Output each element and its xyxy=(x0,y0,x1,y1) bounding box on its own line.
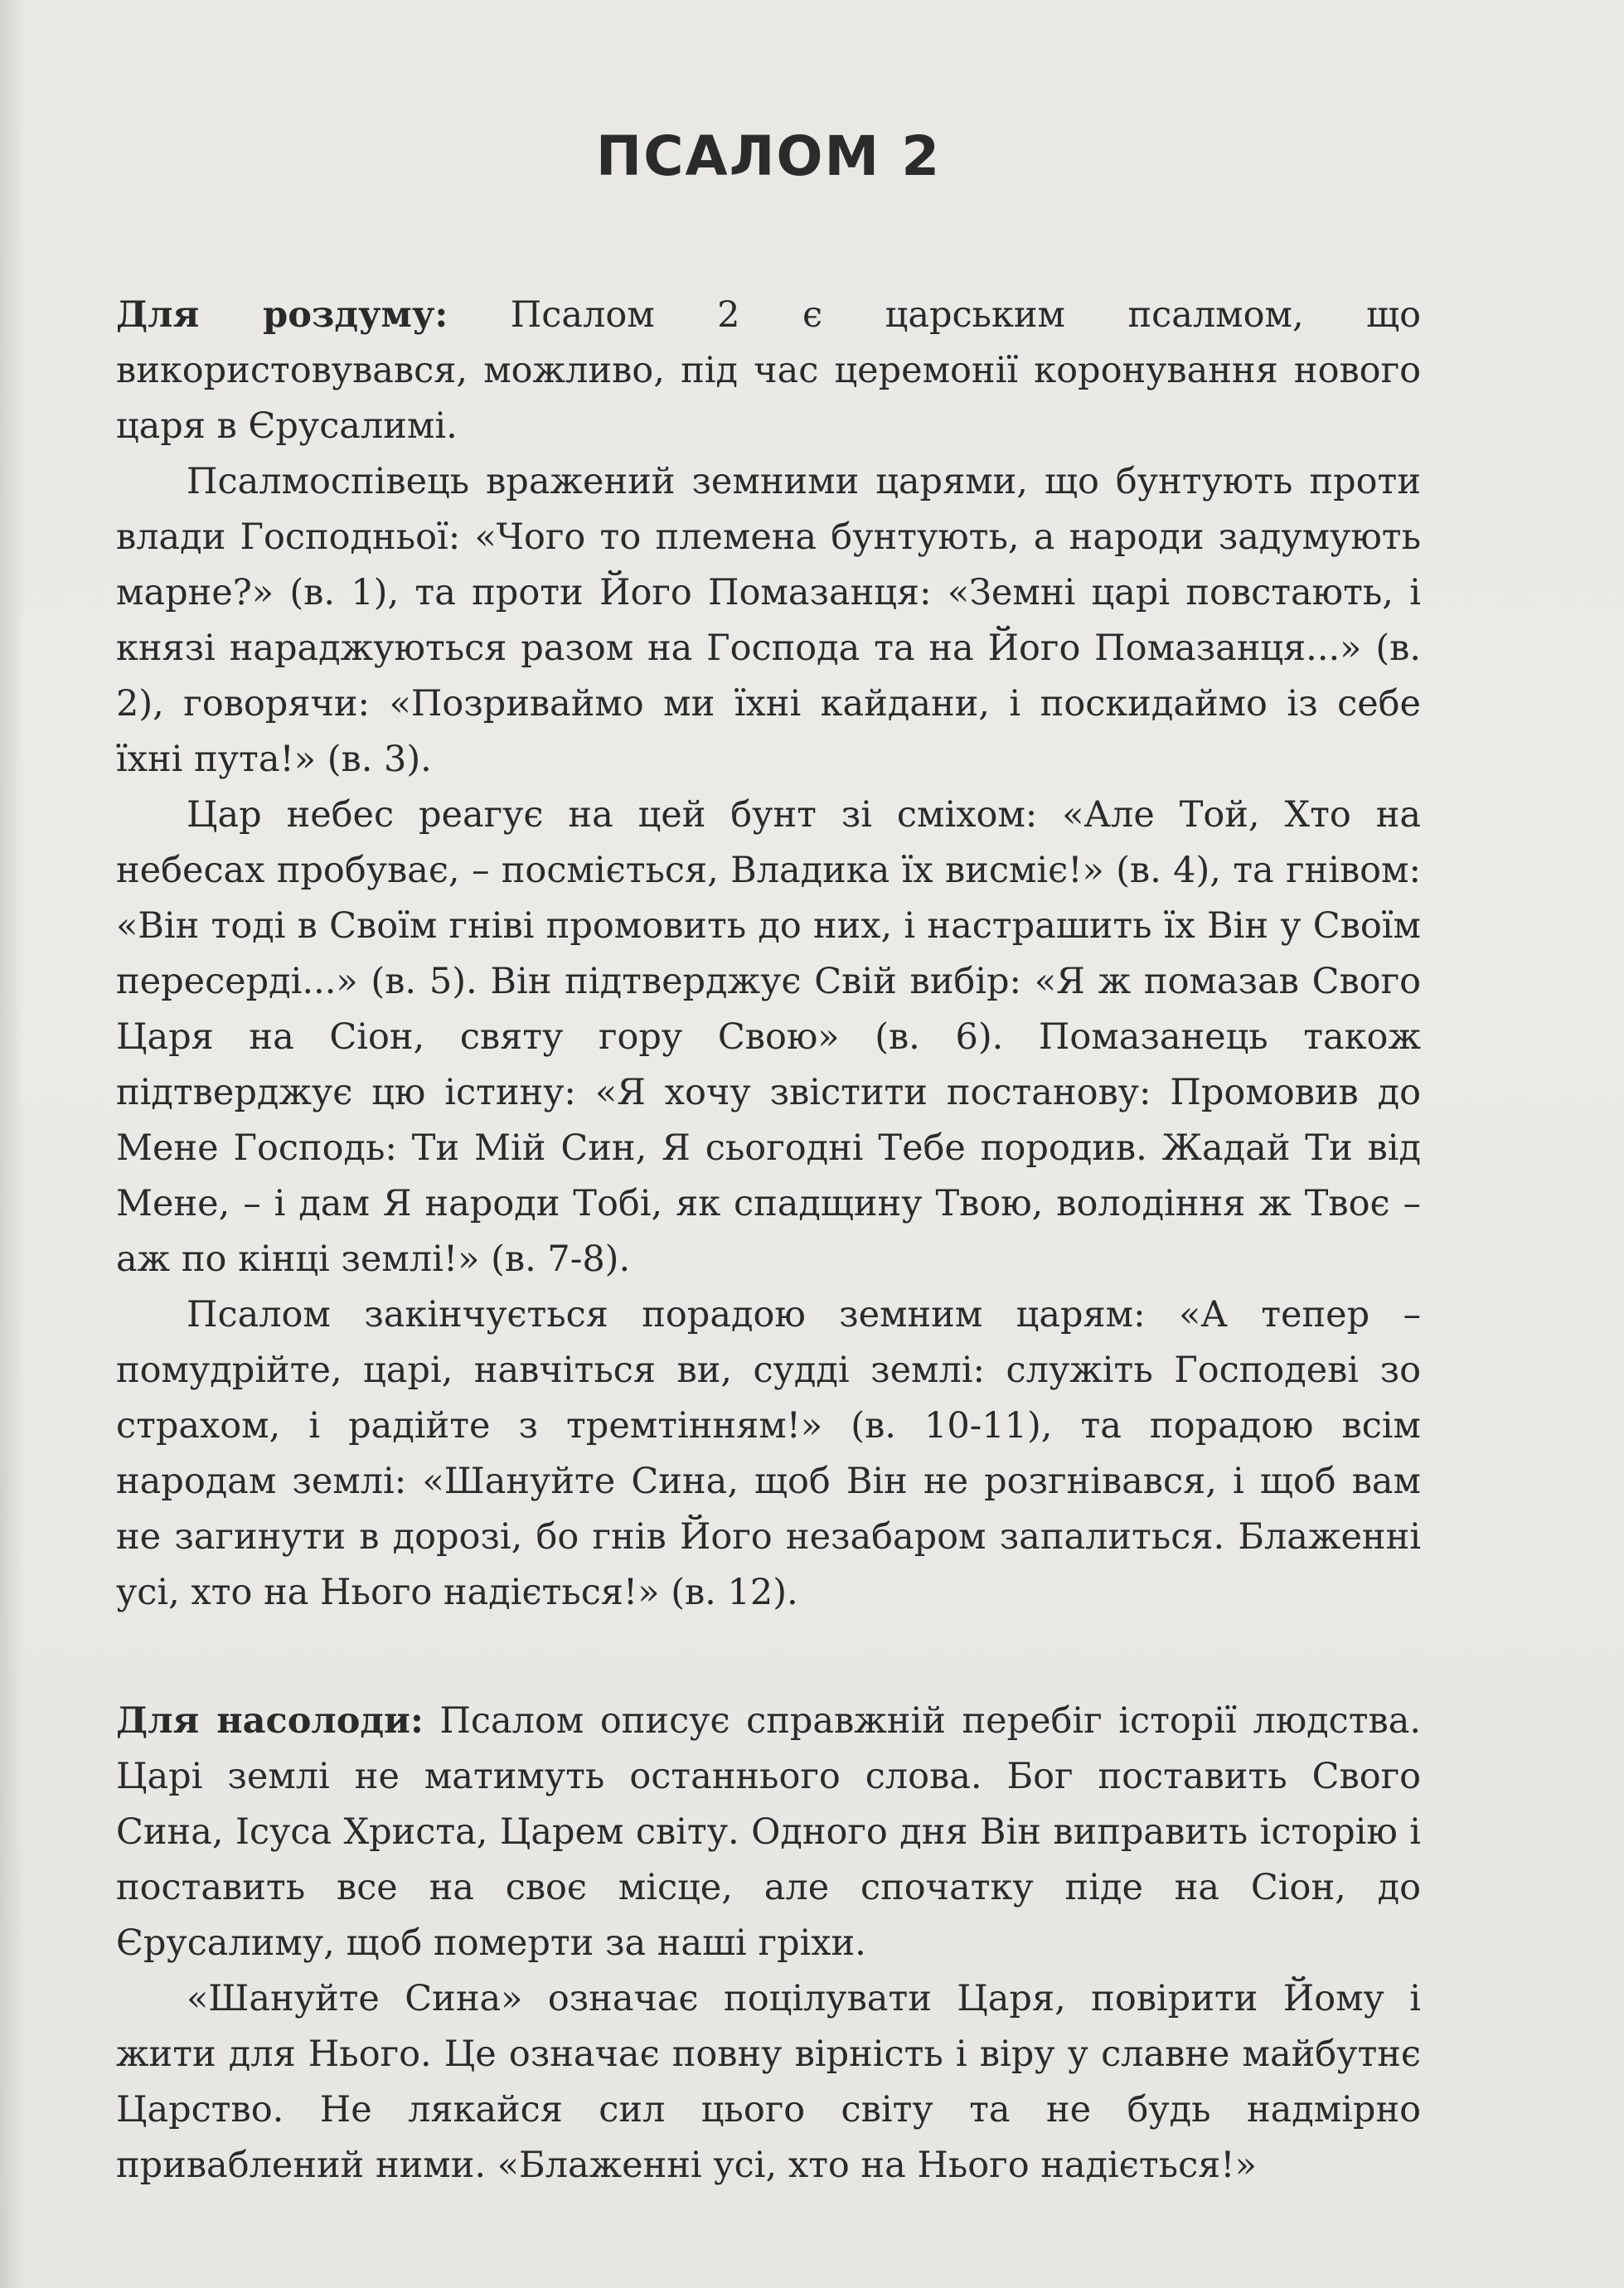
reflection-paragraph-1: Псалмоспівець вражений земними царями, що бунтують проти влади Господньої: «Чого то племена бунтують, а народи задумують марне?» (в. 1), та проти Його Помазанця: «Земні царі повстають, і князі нараджуються разом на Господа та на Його Помазанця...» (в. 2), говорячи: «Позриваймо ми їхні кайдани, і поскидаймо із себе їхні пута!» (в. 3). xyxy=(116,461,1421,780)
reflection-paragraph-3: Псалом закінчується порадою земним царям: «А тепер – помудрійте, царі, навчіться ви, судді землі: служіть Господеві зо страхом, і радійте з тремтінням!» (в. 10-11), та порадою всім народам землі: «Шануйте Сина, щоб Він не розгнівався, і щоб вам не загинути в дорозі, бо гнів Його незабаром запалиться. Блаженні усі, хто на Нього надіється!» (в. 12). xyxy=(116,1294,1421,1613)
reflection-section xyxy=(116,288,1421,1621)
reflection-lead: Для роздуму: xyxy=(116,294,448,336)
enjoyment-section xyxy=(116,1694,1421,2193)
enjoyment-lead: Для насолоди: xyxy=(116,1700,424,1742)
reflection-paragraph-2: Цар небес реагує на цей бунт зі сміхом: «Але Той, Хто на небесах пробуває, – посміється, Владика їх висміє!» (в. 4), та гнівом: «Він тоді в Своїм гніві промовить до них, і настрашить їх Він у Своїм пересерді...» (в. 5). Він підтверджує Свій вибір: «Я ж помазав Свого Царя на Сіон, святу гору Свою» (в. 6). Помазанець також підтверджує цю істину: «Я хочу звістити постанову: Промовив до Мене Господь: Ти Мій Син, Я сьогодні Тебе породив. Жадай Ти від Мене, – і дам Я народи Тобі, як спадщину Твою, володіння ж Твоє – аж по кінці землі!» (в. 7-8). xyxy=(116,794,1421,1280)
enjoyment-intro-paragraph xyxy=(116,1694,1421,1971)
enjoyment-paragraph-1: «Шануйте Сина» означає поцілувати Царя, повірити Йому і жити для Нього. Це означає повну вірність і віру у славне майбутнє Царство. Не лякайся сил цього світу та не будь надмірно приваблений ними. «Блаженні усі, хто на Нього надіється!» xyxy=(116,1978,1421,2186)
enjoyment-intro-text: Псалом описує справжній перебіг історії людства. Царі землі не матимуть останнього слова. Бог поставить Свого Сина, Ісуса Христа, Царем світу. Одного дня Він виправить історію і поставить все на своє місце, але спочатку піде на Сіон, до Єрусалиму, щоб померти за наші гріхи. xyxy=(116,1700,1422,1964)
reflection-intro-text: Псалом 2 є царським псалмом, що використовувався, можливо, під час церемонії коронування нового царя в Єрусалимі. xyxy=(116,294,1421,447)
reflection-intro-paragraph xyxy=(116,288,1421,454)
page-title: ПСАЛОМ 2 xyxy=(595,124,942,188)
